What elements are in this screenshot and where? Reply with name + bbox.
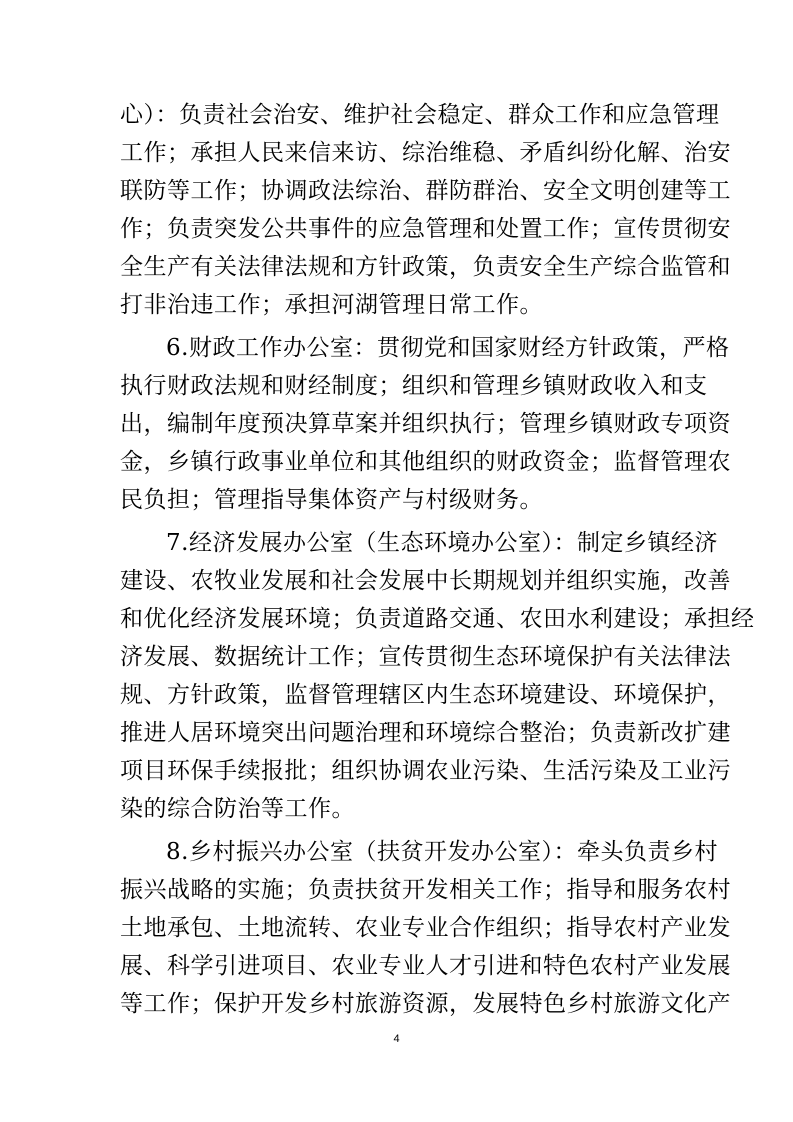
page-number: 4 <box>393 1033 400 1045</box>
text-line: 7.经济发展办公室（生态环境办公室）：制定乡镇经济 <box>166 530 718 556</box>
text-line: 展、科学引进项目、农业专业人才引进和特色农村产业发展 <box>120 953 731 979</box>
text-line: 和优化经济发展环境；负责道路交通、农田水利建设；承担经 <box>120 606 755 632</box>
text-line: 建设、农牧业发展和社会发展中长期规划并组织实施，改善 <box>120 568 731 594</box>
paragraph-finance-office <box>120 329 731 519</box>
text-line: 8.乡村振兴办公室（扶贫开发办公室）：牵头负责乡村 <box>166 839 718 865</box>
text-line: 工作；承担人民来信来访、综治维稳、矛盾纠纷化解、治安 <box>120 140 731 166</box>
text-line: 等工作；保护开发乡村旅游资源，发展特色乡村旅游文化产 <box>120 991 731 1017</box>
text-line: 济发展、数据统计工作；宣传贯彻生态环境保护有关法律法 <box>120 644 731 670</box>
paragraph-economic-office <box>120 524 755 828</box>
text-line: 规、方针政策，监督管理辖区内生态环境建设、环境保护， <box>120 682 731 708</box>
text-line: 振兴战略的实施；负责扶贫开发相关工作；指导和服务农村 <box>120 877 731 903</box>
text-line: 项目环保手续报批；组织协调农业污染、生活污染及工业污 <box>120 758 731 784</box>
text-line: 民负担；管理指导集体资产与村级财务。 <box>120 487 543 513</box>
text-line: 推进人居环境突出问题治理和环境综合整治；负责新改扩建 <box>120 720 731 746</box>
text-line: 打非治违工作；承担河湖管理日常工作。 <box>120 292 543 318</box>
text-line: 作；负责突发公共事件的应急管理和处置工作；宣传贯彻安 <box>120 216 731 242</box>
text-line: 6.财政工作办公室：贯彻党和国家财经方针政策，严格 <box>166 335 730 361</box>
text-line: 心）：负责社会治安、维护社会稳定、群众工作和应急管理 <box>120 102 720 128</box>
text-line: 执行财政法规和财经制度；组织和管理乡镇财政收入和支 <box>120 373 708 399</box>
text-line: 联防等工作；协调政法综治、群防群治、安全文明创建等工 <box>120 178 731 204</box>
text-line: 全生产有关法律法规和方针政策，负责安全生产综合监管和 <box>120 254 731 280</box>
paragraph-rural-revitalization-office <box>120 833 731 1023</box>
text-line: 出，编制年度预决算草案并组织执行；管理乡镇财政专项资 <box>120 411 731 437</box>
paragraph-continued <box>120 96 731 324</box>
text-line: 金，乡镇行政事业单位和其他组织的财政资金；监督管理农 <box>120 449 731 475</box>
text-line: 染的综合防治等工作。 <box>120 796 355 822</box>
body-text <box>120 96 755 1028</box>
text-line: 土地承包、土地流转、农业专业合作组织；指导农村产业发 <box>120 915 731 941</box>
